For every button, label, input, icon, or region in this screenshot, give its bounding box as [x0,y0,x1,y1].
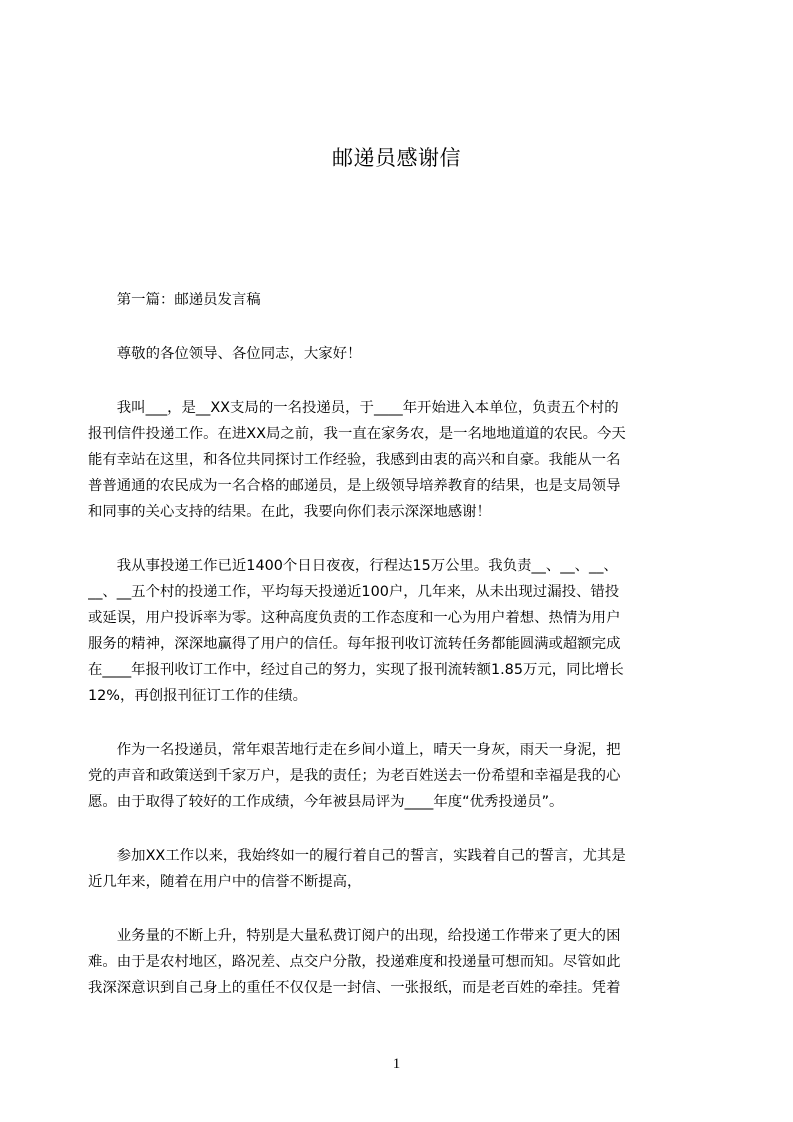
text-line: 我叫___，是__XX支局的一名投递员，于____年开始进入本单位，负责五个村的 [88,400,619,416]
text-line: 近几年来，随着在用户中的信誉不断提高， [88,874,362,890]
document-title: 邮递员感谢信 [332,146,461,170]
page-number: 1 [392,1056,401,1072]
text-line: 愿。由于取得了较好的工作成绩，今年被县局评为____年度“优秀投递员”。 [88,794,564,810]
text-line: 尊敬的各位领导、各位同志，大家好！ [88,346,362,362]
text-line: 党的声音和政策送到千家万户，是我的责任；为老百姓送去一份希望和幸福是我的心 [88,768,621,784]
text-line: 或延误，用户投诉率为零。这种高度负责的工作态度和一心为用户着想、热情为用户 [88,610,621,626]
text-line: 和同事的关心支持的结果。在此，我要向你们表示深深地感谢！ [88,504,491,520]
text-line: 参加XX工作以来，我始终如一的履行着自己的誓言，实践着自己的誓言，尤其是 [88,848,626,864]
text-line: 12%，再创报刊征订工作的佳绩。 [88,688,308,704]
text-line: 报刊信件投递工作。在进XX局之前，我一直在家务农，是一名地地道道的农民。今天 [88,426,626,442]
text-line: 业务量的不断上升，特别是大量私费订阅户的出现，给投递工作带来了更大的困 [88,928,621,944]
text-line: 在____年报刊收订工作中，经过自己的努力，实现了报刊流转额1.85万元，同比增长 [88,662,624,678]
text-line: 第一篇：邮递员发言稿 [88,292,261,308]
text-line: 普普通通的农民成为一名合格的邮递员，是上级领导培养教育的结果，也是支局领导 [88,478,621,494]
text-line: 难。由于是农村地区，路况差、点交户分散，投递难度和投递量可想而知。尽管如此 [88,954,621,970]
text-line: 能有幸站在这里，和各位共同探讨工作经验，我感到由衷的高兴和自豪。我能从一名 [88,452,621,468]
text-line: 作为一名投递员，常年艰苦地行走在乡间小道上，晴天一身灰，雨天一身泥，把 [88,742,621,758]
text-line: 服务的精神，深深地赢得了用户的信任。每年报刊收订流转任务都能圆满或超额完成 [88,636,621,652]
text-line: 我深深意识到自己身上的重任不仅仅是一封信、一张报纸，而是老百姓的牵挂。凭着 [88,980,621,996]
text-line: 我从事投递工作已近1400个日日夜夜，行程达15万公里。我负责__、__、__、 [88,558,618,574]
text-line: __、__五个村的投递工作，平均每天投递近100户，几年来，从未出现过漏投、错投 [88,584,620,600]
